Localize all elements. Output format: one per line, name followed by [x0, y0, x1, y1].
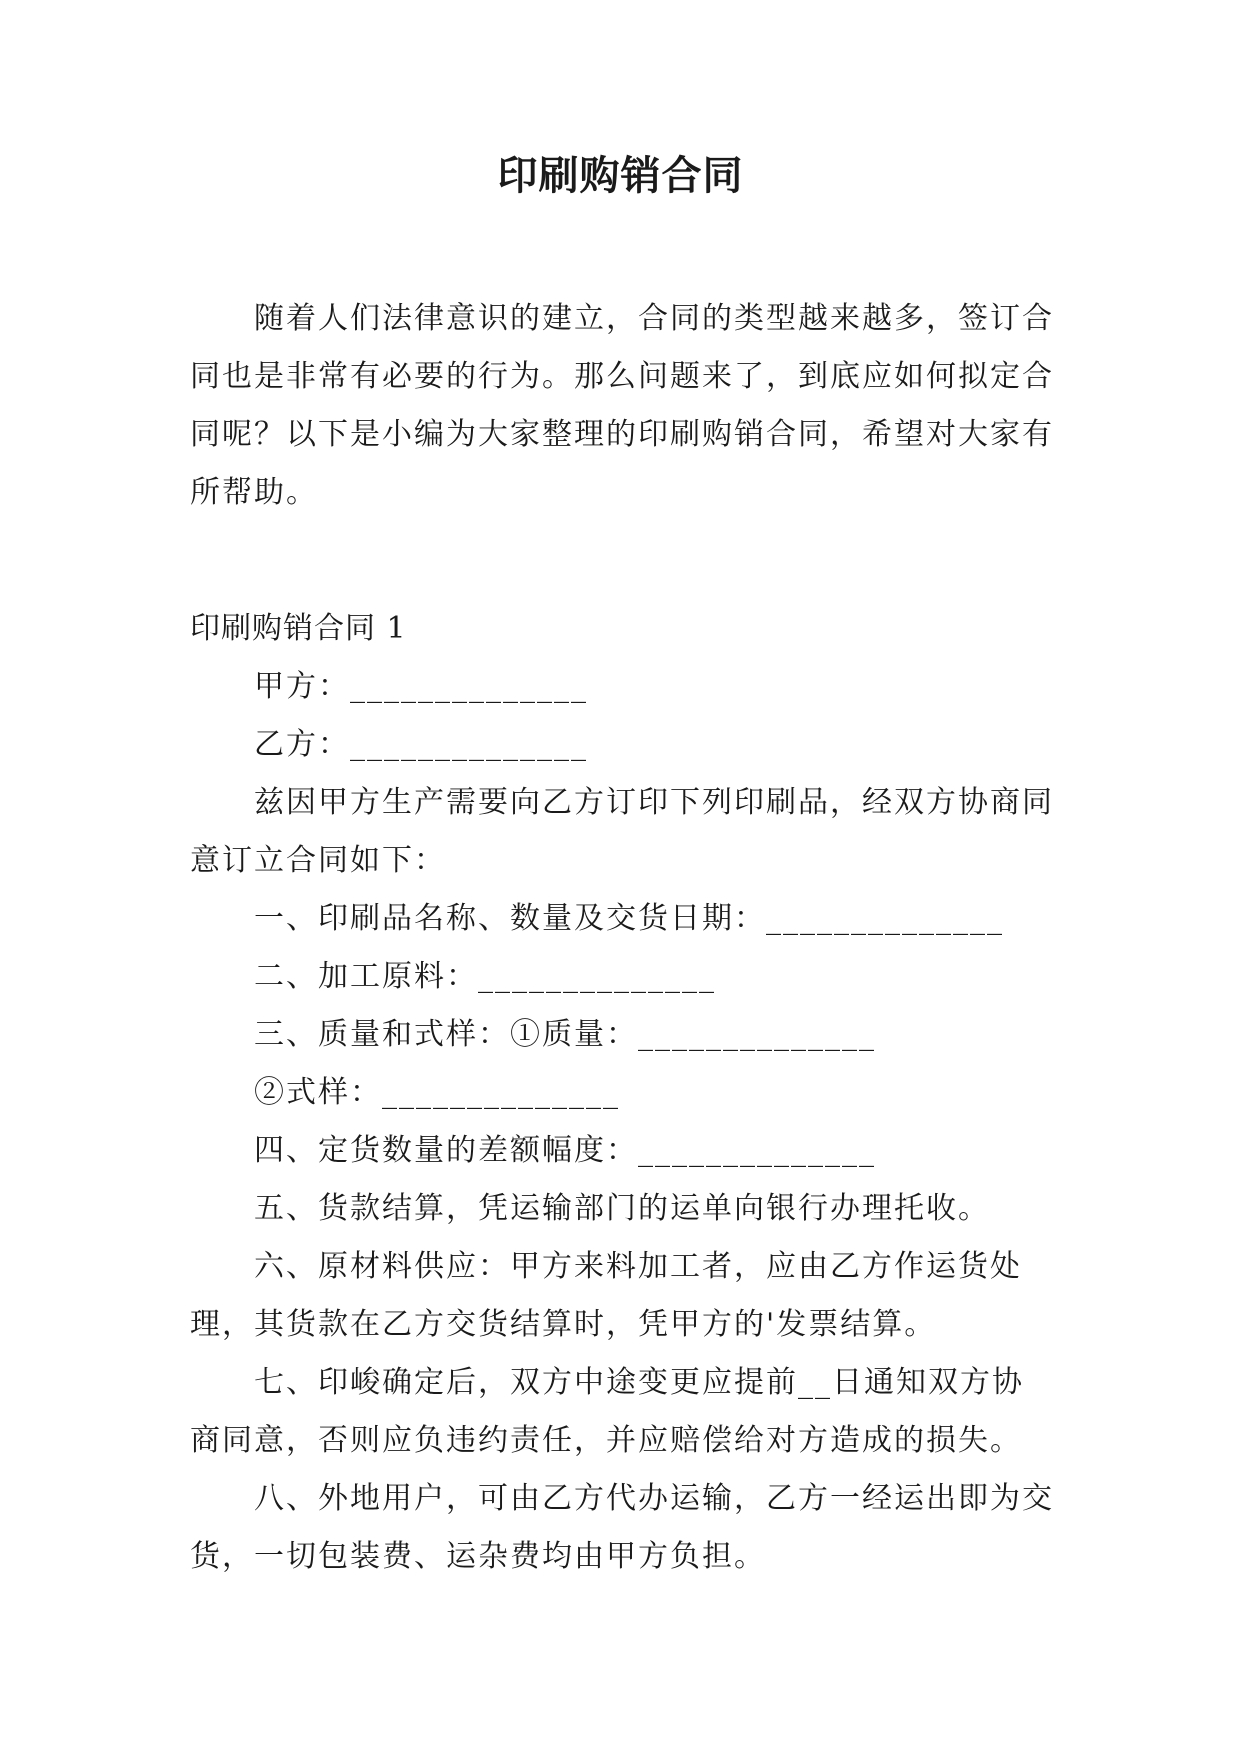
- intro-paragraph: 随着人们法律意识的建立，合同的类型越来越多，签订合同也是非常有必要的行为。那么问题来了，到底应如何拟定合同呢？以下是小编为大家整理的印刷购销合同，希望对大家有所帮助。: [190, 301, 1054, 510]
- preamble-paragraph: 兹因甲方生产需要向乙方订印下列印刷品，经双方协商同意订立合同如下：: [190, 785, 1054, 878]
- section-title: 印刷购销合同 1: [190, 611, 407, 646]
- party-a-line: 甲方：______________: [254, 669, 588, 704]
- clause-7: 七、印峻确定后，双方中途变更应提前__日通知双方协商同意，否则应负违约责任，并应赔偿给对方造成的损失。: [190, 1365, 1024, 1458]
- clause-5: 五、货款结算，凭运输部门的运单向银行办理托收。: [254, 1191, 990, 1226]
- document-title: 印刷购销合同: [497, 153, 744, 199]
- party-b-line: 乙方：______________: [254, 727, 588, 762]
- clause-1: 一、印刷品名称、数量及交货日期：______________: [254, 901, 1004, 936]
- clause-6: 六、原材料供应：甲方来料加工者，应由乙方作运货处理，其货款在乙方交货结算时，凭甲方的'发票结算。: [190, 1249, 1022, 1342]
- clause-3-style: ②式样：______________: [254, 1075, 620, 1110]
- clause-3: 三、质量和式样：①质量：______________: [254, 1017, 876, 1052]
- clause-2: 二、加工原料：______________: [254, 959, 716, 994]
- clause-4: 四、定货数量的差额幅度：______________: [254, 1133, 876, 1168]
- clause-8: 八、外地用户，可由乙方代办运输，乙方一经运出即为交货，一切包装费、运杂费均由甲方负担。: [190, 1481, 1054, 1574]
- document-body: [190, 290, 1055, 1586]
